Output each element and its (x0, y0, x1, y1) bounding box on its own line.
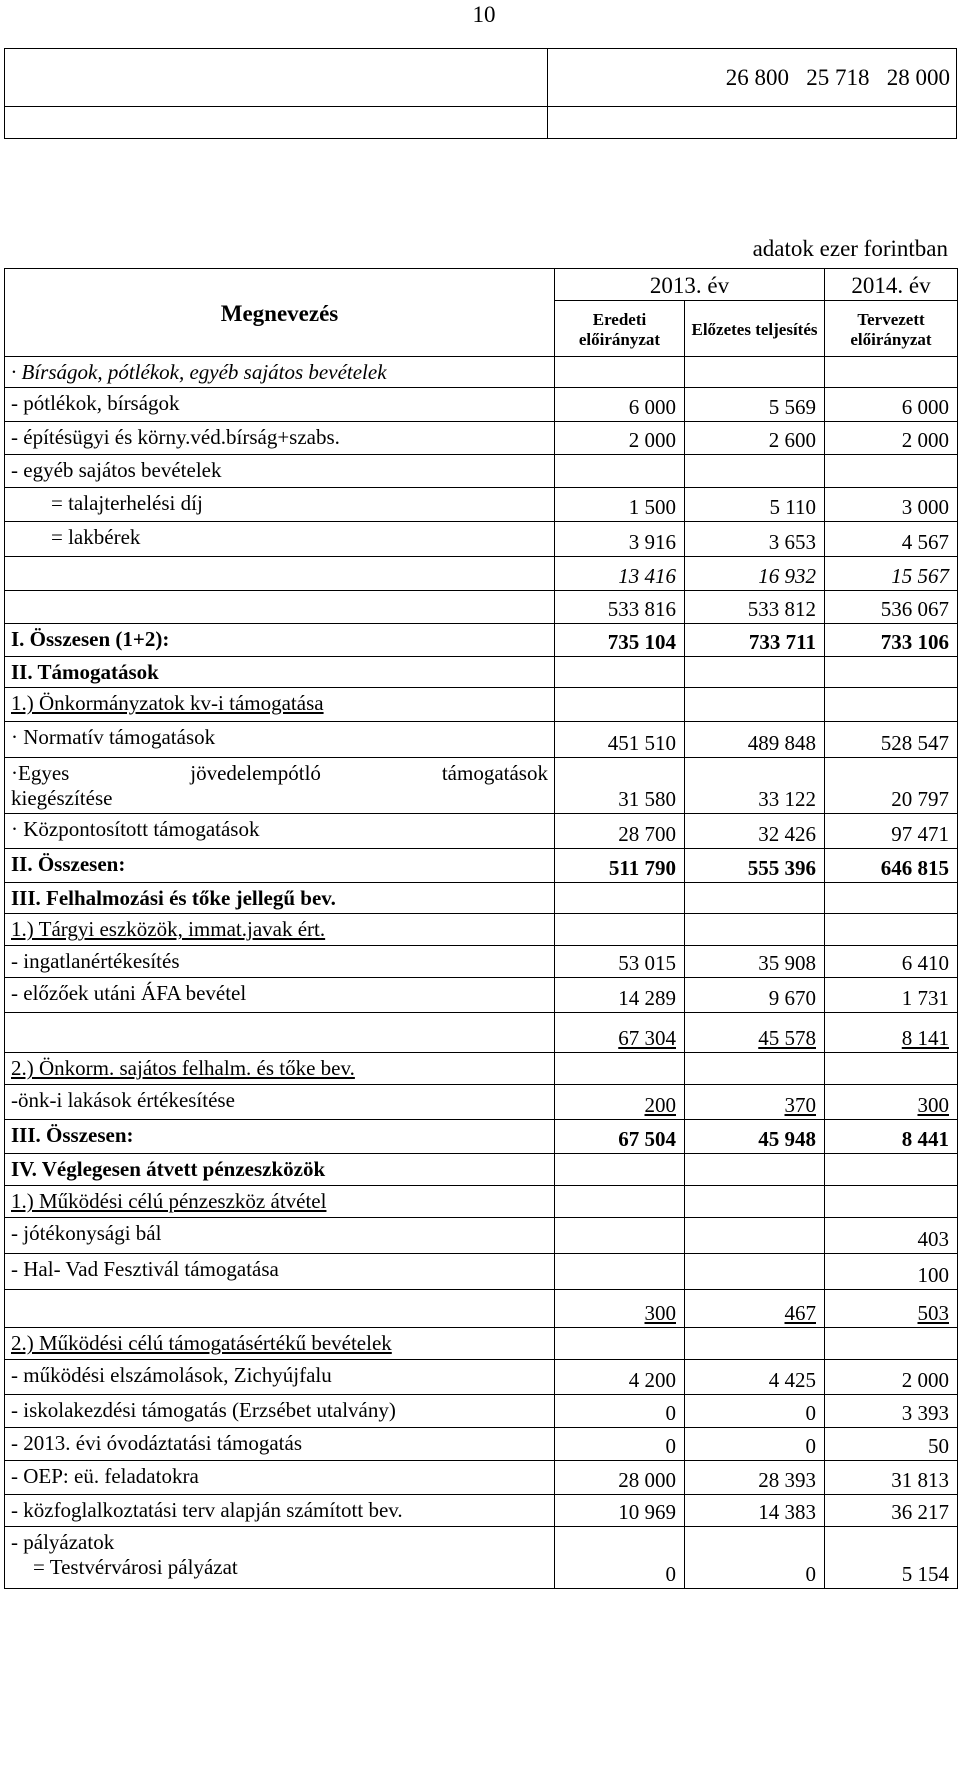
value-text: 2 000 (628, 428, 676, 453)
table-row (5, 1395, 958, 1428)
value-cell (685, 455, 825, 488)
table-row (5, 1120, 958, 1154)
row-label: - pótlékok, bírságok (5, 388, 555, 422)
value-cell (555, 591, 685, 624)
row-label: 1.) Tárgyi eszközök, immat.javak ért. (5, 914, 555, 946)
table-row (5, 591, 958, 624)
value-cell (555, 1360, 685, 1395)
value-cell (555, 455, 685, 488)
value-cell (685, 422, 825, 455)
value-cell (825, 1360, 958, 1395)
table-row (5, 1186, 958, 1218)
row-label: - közfoglalkoztatási terv alapján számított bev. (5, 1495, 555, 1527)
value-cell (825, 1154, 958, 1186)
value-cell (825, 814, 958, 849)
value-cell (685, 849, 825, 883)
value-cell (825, 557, 958, 591)
row-label: · Bírságok, pótlékok, egyéb sajátos bevételek (5, 357, 555, 388)
row-label: - építésügyi és körny.véd.bírság+szabs. (5, 422, 555, 455)
table-row (5, 1495, 958, 1527)
value-cell (555, 978, 685, 1013)
value-cell (825, 1290, 958, 1328)
table-row (5, 1328, 958, 1360)
value-cell (555, 1527, 685, 1589)
value-cell (825, 657, 958, 688)
value-text: 5 110 (769, 495, 816, 520)
table-row (5, 1254, 958, 1290)
value-cell (685, 1461, 825, 1495)
value-cell (825, 688, 958, 722)
value-text: 536 067 (880, 597, 949, 622)
table-row (5, 357, 958, 388)
value-text: 200 (644, 1093, 676, 1118)
value-cell (685, 624, 825, 657)
value-text: 4 567 (901, 530, 949, 555)
value-text: 31 580 (618, 787, 676, 812)
value-text: 5 569 (768, 395, 816, 420)
value-text: 733 106 (880, 630, 949, 655)
top-table (4, 48, 957, 139)
value-text: 2 000 (901, 1368, 949, 1393)
row-label: 1.) Működési célú pénzeszköz átvétel (5, 1186, 555, 1218)
value-cell (825, 1527, 958, 1589)
value-text: 67 304 (618, 1026, 676, 1051)
value-cell (825, 1120, 958, 1154)
value-cell (685, 1495, 825, 1527)
value-cell (825, 1013, 958, 1053)
value-text: 36 217 (891, 1500, 949, 1525)
row-label: = talajterhelési díj (5, 488, 555, 522)
value-text: 4 425 (768, 1368, 816, 1393)
table-row (5, 946, 958, 978)
value-text: 4 200 (628, 1368, 676, 1393)
value-cell (825, 946, 958, 978)
value-text: 300 (917, 1093, 949, 1118)
row-label (5, 591, 555, 624)
budget-table (4, 268, 958, 1589)
row-label (5, 1013, 555, 1053)
table-row (5, 455, 958, 488)
value-cell (825, 455, 958, 488)
value-cell (825, 978, 958, 1013)
value-text: 6 000 (901, 395, 949, 420)
value-cell (825, 758, 958, 814)
value-cell (825, 591, 958, 624)
row-label: IV. Véglegesen átvett pénzeszközök (5, 1154, 555, 1186)
value-text: 451 510 (607, 731, 676, 756)
value-text: 15 567 (891, 564, 949, 589)
table-row (5, 1218, 958, 1254)
value-cell (685, 914, 825, 946)
row-label: - előzőek utáni ÁFA bevétel (5, 978, 555, 1013)
page-number: 10 (472, 2, 496, 27)
value-cell (825, 1395, 958, 1428)
value-text: 100 (917, 1263, 949, 1288)
value-cell (555, 722, 685, 758)
value-cell (685, 1085, 825, 1120)
row-label: -önk-i lakások értékesítése (5, 1085, 555, 1120)
value-cell (555, 1395, 685, 1428)
value-text: 300 (644, 1301, 676, 1326)
table-row (5, 657, 958, 688)
value-text: 0 (805, 1401, 816, 1426)
value-cell (555, 422, 685, 455)
value-cell (685, 814, 825, 849)
top-value: 28 000 (886, 64, 950, 90)
value-text: 528 547 (880, 731, 949, 756)
value-cell (555, 1328, 685, 1360)
table-row (5, 758, 958, 814)
header-col1: Eredeti előirányzat (555, 301, 685, 357)
value-cell (825, 422, 958, 455)
value-text: 0 (805, 1562, 816, 1587)
value-text: 467 (784, 1301, 816, 1326)
header-year2: 2014. év (825, 269, 958, 301)
row-label: III. Összesen: (5, 1120, 555, 1154)
value-text: 53 015 (618, 951, 676, 976)
value-text: 489 848 (747, 731, 816, 756)
table-row (5, 488, 958, 522)
table-row (5, 1154, 958, 1186)
value-cell (555, 1461, 685, 1495)
value-cell (825, 1495, 958, 1527)
value-cell (555, 357, 685, 388)
row-label (5, 1290, 555, 1328)
value-cell (825, 357, 958, 388)
value-cell (825, 1328, 958, 1360)
value-text: 3 916 (628, 530, 676, 555)
value-cell (825, 883, 958, 914)
table-row (5, 1013, 958, 1053)
value-text: 403 (917, 1227, 949, 1252)
value-text: 67 504 (618, 1127, 676, 1152)
value-cell (555, 1154, 685, 1186)
value-cell (685, 1254, 825, 1290)
value-cell (825, 1053, 958, 1085)
value-cell (685, 1154, 825, 1186)
value-cell (555, 849, 685, 883)
value-cell (685, 946, 825, 978)
value-cell (555, 1085, 685, 1120)
value-text: 5 154 (901, 1562, 949, 1587)
value-cell (555, 1428, 685, 1461)
value-cell (555, 1013, 685, 1053)
value-text: 503 (917, 1301, 949, 1326)
table-row (5, 1527, 958, 1589)
value-cell (825, 849, 958, 883)
table-row (5, 1428, 958, 1461)
value-cell (555, 946, 685, 978)
value-cell (555, 388, 685, 422)
row-label (5, 557, 555, 591)
value-text: 45 948 (758, 1127, 816, 1152)
value-cell (555, 1053, 685, 1085)
value-text: 3 000 (901, 495, 949, 520)
value-cell (685, 591, 825, 624)
value-cell (555, 488, 685, 522)
value-cell (555, 1120, 685, 1154)
top-cell-empty (5, 49, 548, 107)
value-cell (685, 488, 825, 522)
value-cell (685, 722, 825, 758)
value-cell (685, 1218, 825, 1254)
header-col2: Előzetes teljesítés (685, 301, 825, 357)
value-cell (685, 1053, 825, 1085)
table-row (5, 1053, 958, 1085)
row-label: - egyéb sajátos bevételek (5, 455, 555, 488)
value-cell (555, 1186, 685, 1218)
value-text: 6 410 (901, 951, 949, 976)
value-cell (555, 814, 685, 849)
top-value: 25 718 (806, 64, 870, 90)
table-row (5, 624, 958, 657)
table-row (5, 1360, 958, 1395)
value-cell (555, 883, 685, 914)
value-cell (685, 1186, 825, 1218)
value-text: 3 653 (768, 530, 816, 555)
value-cell (825, 722, 958, 758)
row-label: - 2013. évi óvodáztatási támogatás (5, 1428, 555, 1461)
row-label: I. Összesen (1+2): (5, 624, 555, 657)
value-cell (685, 758, 825, 814)
value-cell (685, 1328, 825, 1360)
value-cell (555, 1254, 685, 1290)
row-label: II. Támogatások (5, 657, 555, 688)
value-text: 33 122 (758, 787, 816, 812)
row-label: · Normatív támogatások (5, 722, 555, 758)
value-cell (825, 388, 958, 422)
label-word: ·Egyes (11, 761, 70, 786)
value-text: 6 000 (628, 395, 676, 420)
value-text: 10 969 (618, 1500, 676, 1525)
value-text: 8 141 (901, 1026, 949, 1051)
value-text: 0 (665, 1434, 676, 1459)
value-text: 9 670 (768, 986, 816, 1011)
value-text: 31 813 (891, 1468, 949, 1493)
table-row (5, 688, 958, 722)
table-row (5, 1461, 958, 1495)
value-text: 511 790 (608, 856, 676, 881)
row-label: 2.) Működési célú támogatásértékű bevételek (5, 1328, 555, 1360)
header-name: Megnevezés (5, 269, 555, 357)
value-cell (555, 1218, 685, 1254)
header-year1: 2013. év (555, 269, 825, 301)
table-row (5, 1290, 958, 1328)
value-cell (685, 1527, 825, 1589)
row-label: - működési elszámolások, Zichyújfalu (5, 1360, 555, 1395)
value-cell (555, 624, 685, 657)
value-text: 735 104 (607, 630, 676, 655)
row-label: - Hal- Vad Fesztivál támogatása (5, 1254, 555, 1290)
table-row (5, 522, 958, 557)
value-cell (555, 688, 685, 722)
table-row (5, 978, 958, 1013)
value-cell (685, 1013, 825, 1053)
row-label: - ingatlanértékesítés (5, 946, 555, 978)
value-text: 14 289 (618, 986, 676, 1011)
value-cell (685, 522, 825, 557)
value-cell (825, 1428, 958, 1461)
row-label: - OEP: eü. feladatokra (5, 1461, 555, 1495)
value-cell (685, 1428, 825, 1461)
value-text: 28 000 (618, 1468, 676, 1493)
value-text: 13 416 (618, 564, 676, 589)
top-values-cell (548, 49, 957, 107)
value-text: 646 815 (880, 856, 949, 881)
row-label: II. Összesen: (5, 849, 555, 883)
value-text: 8 441 (901, 1127, 949, 1152)
value-text: 0 (665, 1401, 676, 1426)
table-row (5, 1085, 958, 1120)
value-cell (555, 1495, 685, 1527)
value-text: 32 426 (758, 822, 816, 847)
value-text: 16 932 (758, 564, 816, 589)
value-cell (825, 488, 958, 522)
value-text: 3 393 (901, 1401, 949, 1426)
value-cell (825, 1461, 958, 1495)
value-text: 1 731 (901, 986, 949, 1011)
value-cell (555, 557, 685, 591)
row-label: - jótékonysági bál (5, 1218, 555, 1254)
value-cell (685, 688, 825, 722)
row-label: · Központosított támogatások (5, 814, 555, 849)
value-text: 0 (805, 1434, 816, 1459)
value-cell (685, 388, 825, 422)
label-word: jövedelempótló (190, 761, 321, 786)
value-text: 50 (928, 1434, 949, 1459)
value-cell (685, 978, 825, 1013)
value-cell (825, 1218, 958, 1254)
value-text: 28 393 (758, 1468, 816, 1493)
row-label: - iskolakezdési támogatás (Erzsébet utalvány) (5, 1395, 555, 1428)
value-text: 20 797 (891, 787, 949, 812)
value-cell (555, 1290, 685, 1328)
row-label (5, 1527, 555, 1589)
value-cell (825, 1085, 958, 1120)
value-cell (555, 522, 685, 557)
value-text: 370 (784, 1093, 816, 1118)
row-label-line2: kiegészítése (11, 785, 113, 810)
top-cell-empty (548, 107, 957, 139)
top-cell-empty (5, 107, 548, 139)
value-cell (555, 758, 685, 814)
value-text: 14 383 (758, 1500, 816, 1525)
unit-note: adatok ezer forintban (752, 236, 948, 261)
value-cell (825, 522, 958, 557)
value-text: 28 700 (618, 822, 676, 847)
value-cell (685, 883, 825, 914)
value-text: 1 500 (628, 495, 676, 520)
value-cell (685, 557, 825, 591)
row-label: III. Felhalmozási és tőke jellegű bev. (5, 883, 555, 914)
value-cell (685, 357, 825, 388)
value-text: 0 (665, 1562, 676, 1587)
value-text: 35 908 (758, 951, 816, 976)
value-text: 45 578 (758, 1026, 816, 1051)
value-text: 733 711 (748, 630, 816, 655)
value-text: 533 816 (607, 597, 676, 622)
table-row (5, 883, 958, 914)
row-label: 2.) Önkorm. sajátos felhalm. és tőke bev. (5, 1053, 555, 1085)
value-cell (685, 1395, 825, 1428)
table-row (5, 914, 958, 946)
table-row (5, 814, 958, 849)
row-label (5, 758, 555, 814)
table-row (5, 422, 958, 455)
table-row (5, 388, 958, 422)
value-cell (825, 914, 958, 946)
row-label: 1.) Önkormányzatok kv-i támogatása (5, 688, 555, 722)
value-cell (685, 1290, 825, 1328)
value-text: 555 396 (747, 856, 816, 881)
value-cell (825, 1254, 958, 1290)
value-text: 2 000 (901, 428, 949, 453)
top-value: 26 800 (725, 64, 789, 90)
value-cell (685, 1120, 825, 1154)
table-row (5, 722, 958, 758)
value-cell (825, 624, 958, 657)
value-cell (685, 1360, 825, 1395)
label-word: támogatások (441, 761, 548, 786)
value-cell (555, 657, 685, 688)
value-text: 533 812 (747, 597, 816, 622)
row-label-line1: - pályázatok (11, 1530, 115, 1555)
value-cell (685, 657, 825, 688)
header-col3: Tervezett előirányzat (825, 301, 958, 357)
value-text: 97 471 (891, 822, 949, 847)
value-cell (555, 914, 685, 946)
table-row (5, 849, 958, 883)
value-text: 2 600 (768, 428, 816, 453)
row-label: = lakbérek (5, 522, 555, 557)
table-row (5, 557, 958, 591)
row-label-line2: = Testvérvárosi pályázat (33, 1554, 238, 1579)
value-cell (825, 1186, 958, 1218)
